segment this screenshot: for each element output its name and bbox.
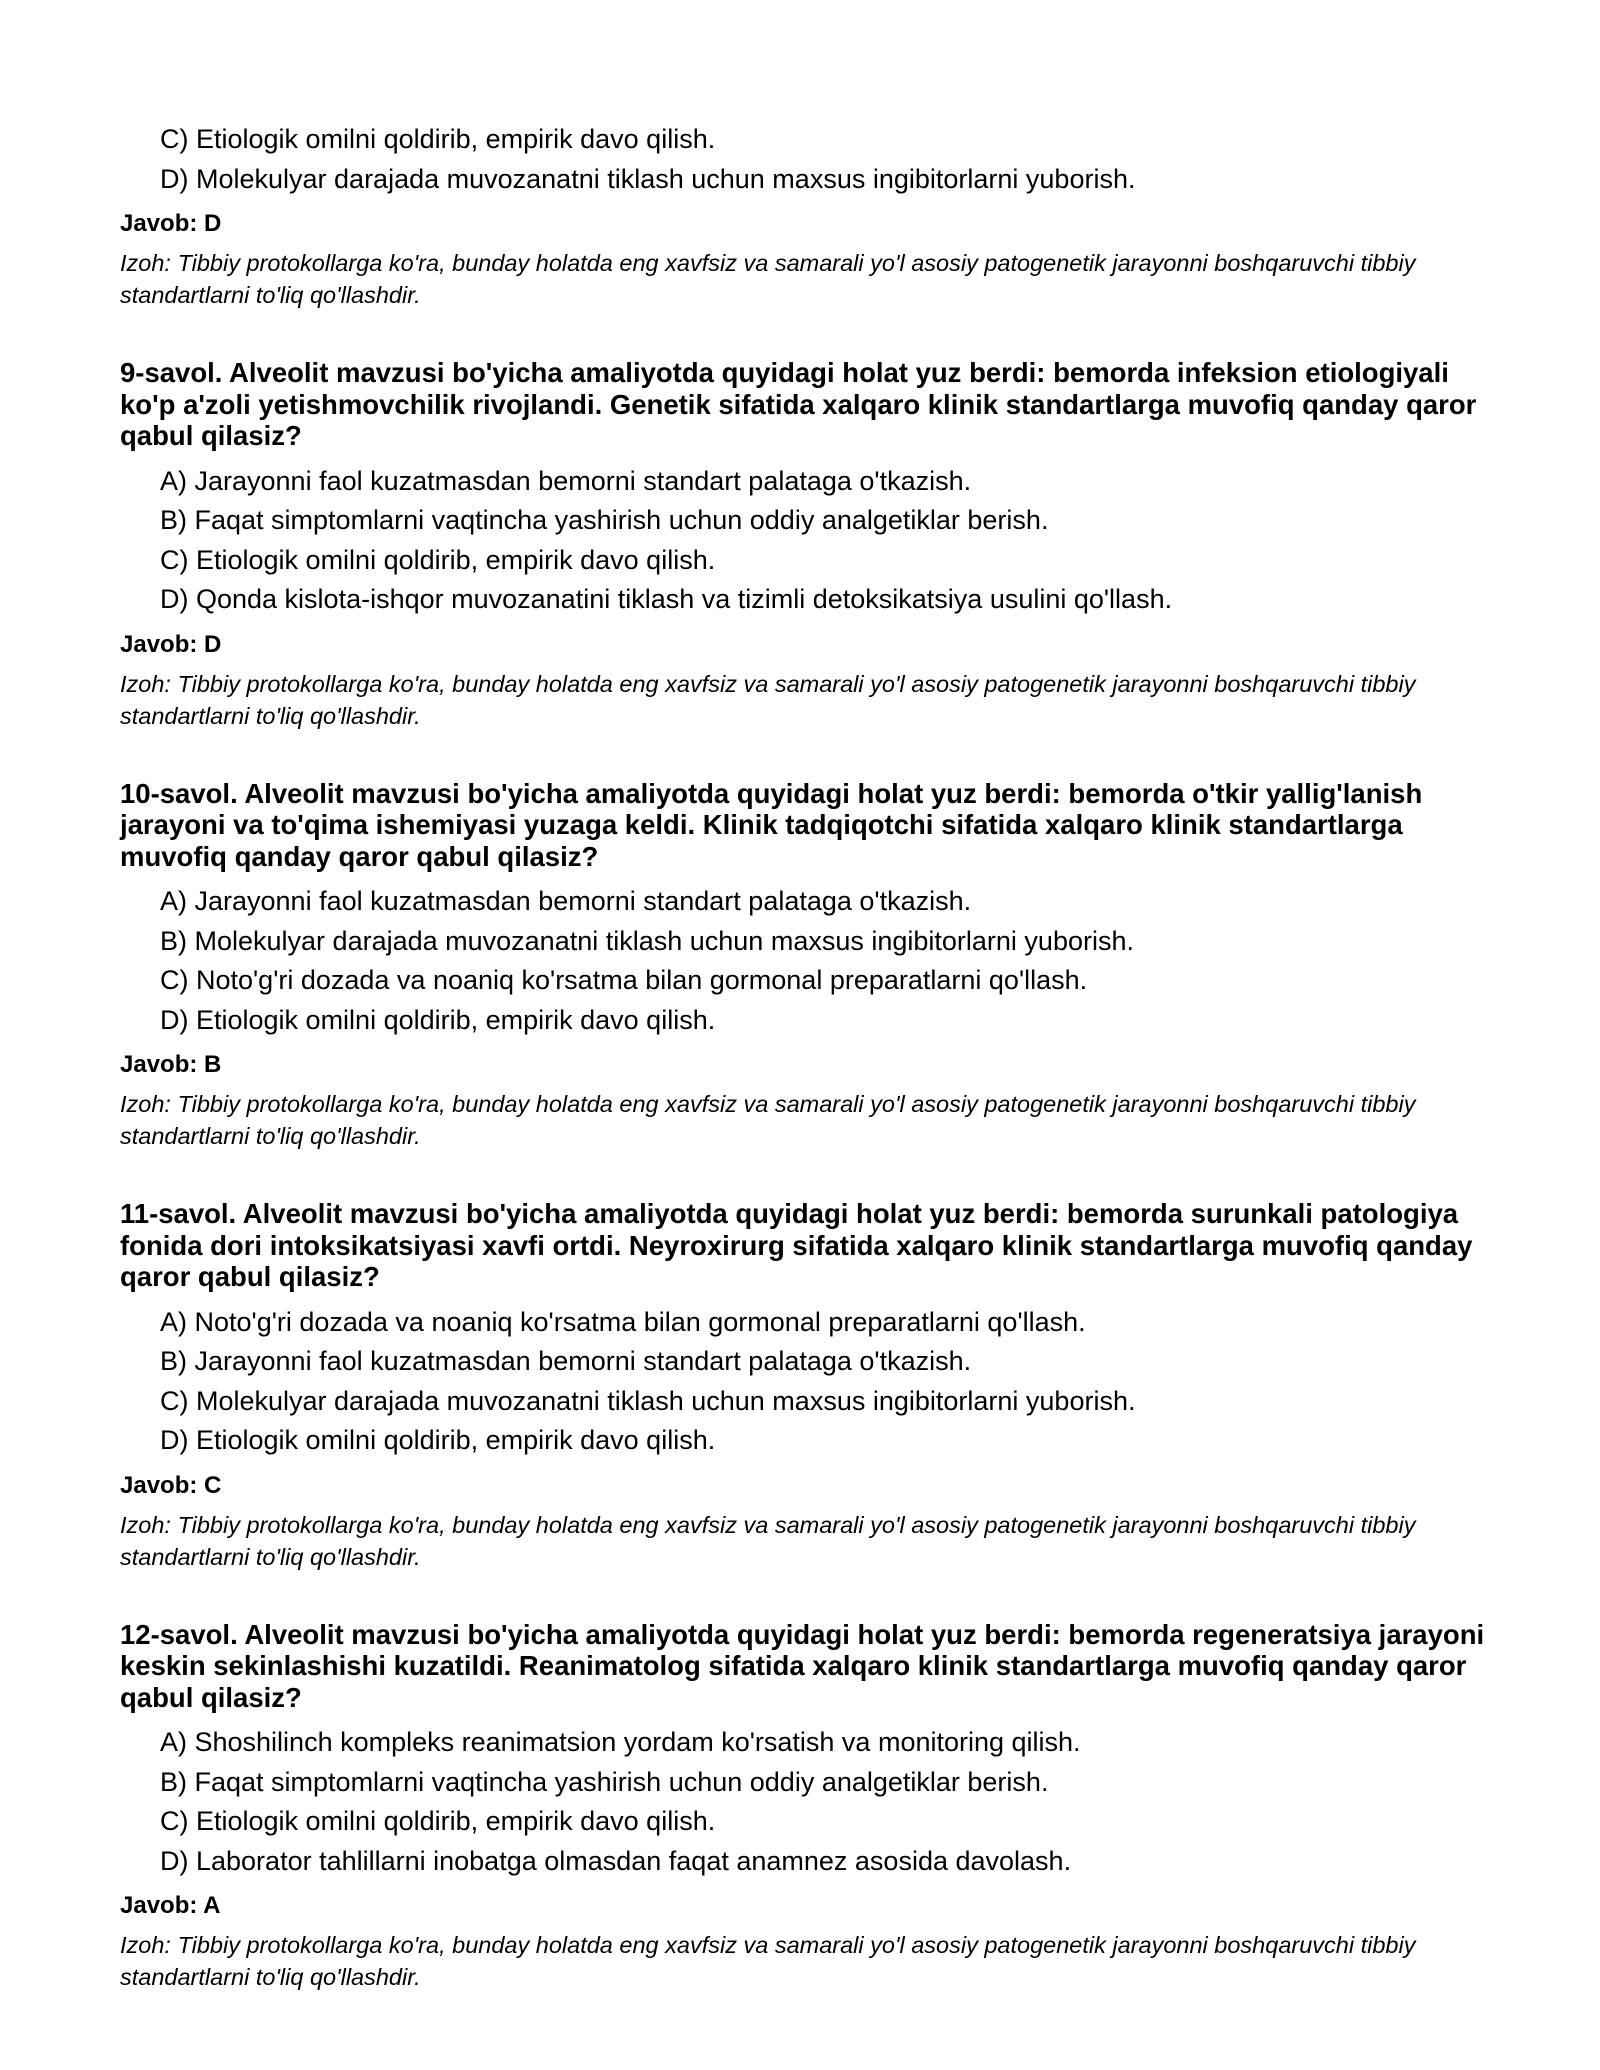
option-d: D) Etiologik omilni qoldirib, empirik davo qilish. (160, 1004, 716, 1035)
option-d: D) Laborator tahlillarni inobatga olmasdan faqat anamnez asosida davolash. (160, 1845, 1072, 1876)
document-page (120, 120, 1500, 1993)
answer-key: Javob: B (120, 1051, 222, 1078)
question-12 (120, 1619, 1500, 1994)
option-b: B) Jarayonni faol kuzatmasdan bemorni standart palataga o'tkazish. (160, 1346, 972, 1376)
option-c: C) Molekulyar darajada muvozanatni tiklash uchun maxsus ingibitorlarni yuborish. (160, 1385, 1136, 1416)
question-text: 10-savol. Alveolit mavzusi bo'yicha amaliyotda quyidagi holat yuz berdi: bemorda o'tkir yallig'lanish jarayoni va to'qima ishemiyasi yuzaga keldi. Klinik tadqiqotchi sifatida xalqaro klinik standartlarga muvofiq qanday qaror qabul qilasiz? (120, 777, 1423, 872)
explanation-note: Izoh: Tibbiy protokollarga ko'ra, bunday holatda eng xavfsiz va samarali yo'l asosiy patogenetik jarayonni boshqaruvchi tibbiy standartlarni to'liq qo'llashdir. (120, 1511, 1416, 1570)
answer-key: Javob: D (120, 630, 222, 658)
question-text: 9-savol. Alveolit mavzusi bo'yicha amaliyotda quyidagi holat yuz berdi: bemorda infeksion etiologiyali ko'p a'zoli yetishmovchilik rivojlandi. Genetik sifatida xalqaro klinik standartlarga muvofiq qanday qaror qabul qilasiz? (120, 357, 1477, 451)
answer-options (120, 120, 1500, 199)
explanation-note: Izoh: Tibbiy protokollarga ko'ra, bunday holatda eng xavfsiz va samarali yo'l asosiy patogenetik jarayonni boshqaruvchi tibbiy standartlarni to'liq qo'llashdir. (120, 670, 1416, 729)
answer-key: Javob: A (120, 1892, 221, 1919)
question-text: 11-savol. Alveolit mavzusi bo'yicha amaliyotda quyidagi holat yuz berdi: bemorda surunkali patologiya fonida dori intoksikatsiyasi xavfi ortdi. Neyroxirurg sifatida xalqaro klinik standartlarga muvofiq qanday qaror qabul qilasiz? (120, 1198, 1473, 1292)
answer-options (120, 1303, 1500, 1461)
answer-options (120, 1723, 1500, 1881)
question-10 (120, 778, 1500, 1153)
option-d: D) Molekulyar darajada muvozanatni tiklash uchun maxsus ingibitorlarni yuborish. (160, 163, 1136, 194)
answer-options (120, 462, 1500, 620)
answer-key: Javob: C (120, 1471, 222, 1499)
option-a: A) Jarayonni faol kuzatmasdan bemorni standart palataga o'tkazish. (160, 886, 972, 916)
answer-options (120, 882, 1500, 1040)
question-9 (120, 357, 1500, 732)
option-c: C) Etiologik omilni qoldirib, empirik davo qilish. (160, 544, 716, 575)
option-a: A) Noto'g'ri dozada va noaniq ko'rsatma bilan gormonal preparatlarni qo'llash. (160, 1306, 1086, 1337)
option-a: A) Jarayonni faol kuzatmasdan bemorni standart palataga o'tkazish. (160, 465, 972, 496)
option-d: D) Qonda kislota-ishqor muvozanatini tiklash va tizimli detoksikatsiya usulini qo'llash. (160, 584, 1173, 614)
option-c: C) Noto'g'ri dozada va noaniq ko'rsatma bilan gormonal preparatlarni qo'llash. (160, 965, 1088, 995)
option-b: B) Faqat simptomlarni vaqtincha yashirish uchun oddiy analgetiklar berish. (160, 505, 1049, 535)
answer-key: Javob: D (120, 210, 222, 237)
option-b: B) Molekulyar darajada muvozanatni tiklash uchun maxsus ingibitorlarni yuborish. (160, 925, 1134, 956)
question-11 (120, 1198, 1500, 1573)
question-8-continuation (120, 120, 1500, 311)
option-b: B) Faqat simptomlarni vaqtincha yashirish uchun oddiy analgetiklar berish. (160, 1766, 1049, 1797)
option-a: A) Shoshilinch kompleks reanimatsion yordam ko'rsatish va monitoring qilish. (160, 1727, 1081, 1757)
question-text: 12-savol. Alveolit mavzusi bo'yicha amaliyotda quyidagi holat yuz berdi: bemorda regeneratsiya jarayoni keskin sekinlashishi kuzatildi. Reanimatolog sifatida xalqaro klinik standartlarga muvofiq qanday qaror qabul qilasiz? (120, 1618, 1485, 1713)
explanation-note: Izoh: Tibbiy protokollarga ko'ra, bunday holatda eng xavfsiz va samarali yo'l asosiy patogenetik jarayonni boshqaruvchi tibbiy standartlarni to'liq qo'llashdir. (120, 1932, 1416, 1990)
explanation-note: Izoh: Tibbiy protokollarga ko'ra, bunday holatda eng xavfsiz va samarali yo'l asosiy patogenetik jarayonni boshqaruvchi tibbiy standartlarni to'liq qo'llashdir. (120, 250, 1416, 308)
option-c: C) Etiologik omilni qoldirib, empirik davo qilish. (160, 1806, 716, 1836)
option-c: C) Etiologik omilni qoldirib, empirik davo qilish. (160, 124, 716, 154)
option-d: D) Etiologik omilni qoldirib, empirik davo qilish. (160, 1425, 716, 1455)
explanation-note: Izoh: Tibbiy protokollarga ko'ra, bunday holatda eng xavfsiz va samarali yo'l asosiy patogenetik jarayonni boshqaruvchi tibbiy standartlarni to'liq qo'llashdir. (120, 1091, 1416, 1149)
